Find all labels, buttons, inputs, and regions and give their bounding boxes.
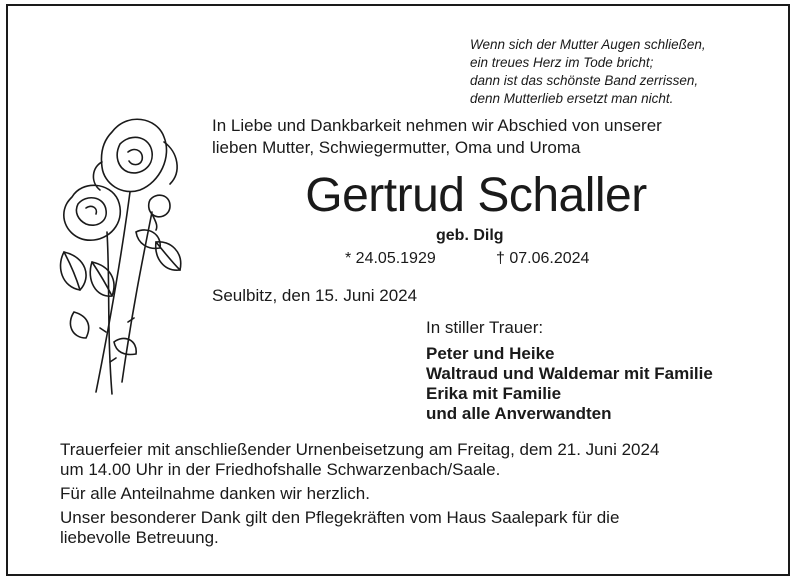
mourner-entry: Waltraud und Waldemar mit Familie xyxy=(426,364,713,383)
death-date: † 07.06.2024 xyxy=(496,250,590,267)
poem-line: denn Mutterlieb ersetzt man nicht. xyxy=(470,91,674,106)
mourner-entry: Peter und Heike xyxy=(426,344,555,363)
poem-line: ein treues Herz im Tode bricht; xyxy=(470,55,654,70)
maiden-name: geb. Dilg xyxy=(436,227,504,244)
poem-line: dann ist das schönste Band zerrissen, xyxy=(470,73,699,88)
rose-icon xyxy=(52,112,187,402)
special-thanks-line: Unser besonderer Dank gilt den Pflegekräften vom Haus Saalepark für die xyxy=(60,508,620,527)
mourners-label: In stiller Trauer: xyxy=(426,318,544,337)
special-thanks-line: liebevolle Betreuung. xyxy=(60,528,219,547)
place-date: Seulbitz, den 15. Juni 2024 xyxy=(212,286,418,305)
intro-line: lieben Mutter, Schwiegermutter, Oma und Uroma xyxy=(212,138,581,157)
ceremony-line: um 14.00 Uhr in der Friedhofshalle Schwarzenbach/Saale. xyxy=(60,460,501,479)
mourner-entry: Erika mit Familie xyxy=(426,384,562,403)
ceremony-info xyxy=(60,440,659,480)
mourner-entry: und alle Anverwandten xyxy=(426,404,612,423)
birth-date: * 24.05.1929 xyxy=(345,250,436,267)
special-thanks xyxy=(60,508,619,548)
ceremony-line: Trauerfeier mit anschließender Urnenbeisetzung am Freitag, dem 21. Juni 2024 xyxy=(60,440,660,459)
intro-line: In Liebe und Dankbarkeit nehmen wir Abschied von unserer xyxy=(212,116,662,135)
poem-line: Wenn sich der Mutter Augen schließen, xyxy=(470,37,706,52)
poem xyxy=(470,36,706,108)
intro-text xyxy=(212,115,662,159)
deceased-name: Gertrud Schaller xyxy=(305,169,647,222)
general-thanks: Für alle Anteilnahme danken wir herzlich. xyxy=(60,484,370,503)
mourners-list xyxy=(426,344,713,424)
